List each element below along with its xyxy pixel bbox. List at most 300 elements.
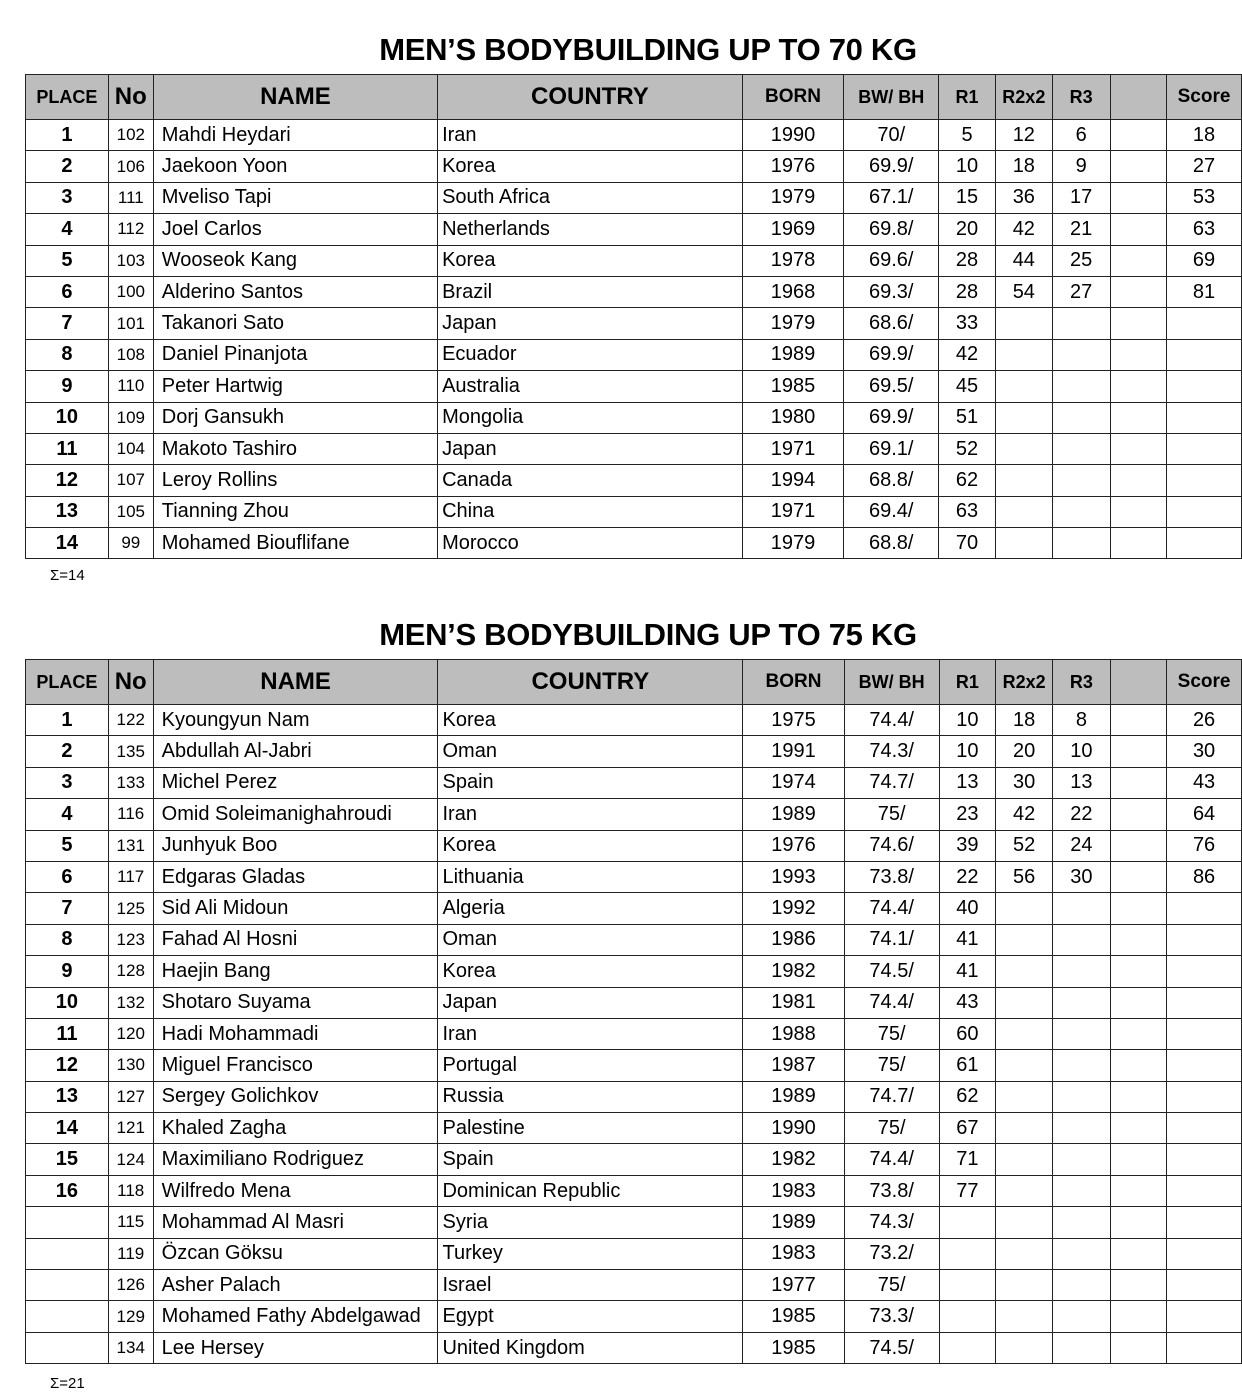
cell-score: 63 xyxy=(1167,214,1242,245)
cell-bwbh: 69.6/ xyxy=(844,245,939,276)
cell-place: 8 xyxy=(26,339,109,370)
cell-score: 53 xyxy=(1167,182,1242,213)
cell-bwbh: 73.8/ xyxy=(844,861,939,892)
col-header-blank xyxy=(1110,660,1166,705)
cell-r2x2: 36 xyxy=(995,182,1052,213)
cell-r2x2: 52 xyxy=(996,830,1053,861)
cell-r2x2: 56 xyxy=(996,861,1053,892)
table-row xyxy=(26,214,1242,245)
cell-blank xyxy=(1110,433,1167,464)
cell-r1: 62 xyxy=(939,1081,996,1112)
cell-country: Japan xyxy=(438,987,743,1018)
cell-r1: 41 xyxy=(939,956,996,987)
cell-country: Iran xyxy=(438,1018,743,1049)
table-row xyxy=(26,1207,1242,1238)
cell-country: Turkey xyxy=(438,1238,743,1269)
cell-country: Spain xyxy=(438,767,743,798)
cell-r1: 43 xyxy=(939,987,996,1018)
cell-place: 14 xyxy=(26,1113,109,1144)
cell-r1: 23 xyxy=(939,799,996,830)
cell-country: Dominican Republic xyxy=(438,1175,743,1206)
cell-r1 xyxy=(939,1238,996,1269)
cell-place xyxy=(26,1207,109,1238)
cell-r2x2 xyxy=(996,1081,1053,1112)
cell-r1: 10 xyxy=(939,151,996,182)
cell-blank xyxy=(1110,182,1167,213)
cell-r2x2: 30 xyxy=(996,767,1053,798)
cell-no: 133 xyxy=(108,767,153,798)
cell-place: 5 xyxy=(26,830,109,861)
cell-country: Russia xyxy=(438,1081,743,1112)
cell-bwbh: 74.3/ xyxy=(844,736,939,767)
cell-r2x2: 12 xyxy=(995,120,1052,151)
cell-place: 7 xyxy=(26,308,109,339)
cell-country: Japan xyxy=(438,308,743,339)
cell-blank xyxy=(1110,767,1166,798)
cell-name: Michel Perez xyxy=(153,767,438,798)
cell-blank xyxy=(1110,799,1166,830)
cell-no: 130 xyxy=(108,1050,153,1081)
cell-name: Daniel Pinanjota xyxy=(153,339,437,370)
cell-score xyxy=(1167,1175,1242,1206)
cell-name: Peter Hartwig xyxy=(153,371,437,402)
cell-name: Sergey Golichkov xyxy=(153,1081,438,1112)
cell-no: 128 xyxy=(108,956,153,987)
cell-name: Fahad Al Hosni xyxy=(153,924,438,955)
cell-no: 106 xyxy=(108,151,153,182)
cell-r3 xyxy=(1052,465,1110,496)
cell-name: Kyoungyun Nam xyxy=(153,705,438,736)
cell-r1: 77 xyxy=(939,1175,996,1206)
cell-name: Maximiliano Rodriguez xyxy=(153,1144,438,1175)
cell-blank xyxy=(1110,1018,1166,1049)
cell-r2x2 xyxy=(995,528,1052,559)
cell-born: 1971 xyxy=(742,496,844,527)
cell-score xyxy=(1167,308,1242,339)
cell-no: 127 xyxy=(108,1081,153,1112)
cell-r3 xyxy=(1053,987,1111,1018)
cell-place: 9 xyxy=(26,956,109,987)
cell-place: 16 xyxy=(26,1175,109,1206)
col-header-name: NAME xyxy=(153,75,437,120)
cell-score xyxy=(1167,987,1242,1018)
cell-bwbh: 68.6/ xyxy=(844,308,939,339)
cell-born: 1969 xyxy=(742,214,844,245)
cell-score xyxy=(1167,465,1242,496)
cell-no: 129 xyxy=(108,1301,153,1332)
cell-r3 xyxy=(1053,1301,1111,1332)
cell-blank xyxy=(1110,1081,1166,1112)
cell-r1: 71 xyxy=(939,1144,996,1175)
table-row xyxy=(26,1081,1242,1112)
cell-born: 1985 xyxy=(743,1301,845,1332)
cell-place: 5 xyxy=(26,245,109,276)
table-row xyxy=(26,402,1242,433)
cell-born: 1990 xyxy=(742,120,844,151)
cell-bwbh: 69.3/ xyxy=(844,276,939,307)
cell-place: 4 xyxy=(26,799,109,830)
cell-r1: 28 xyxy=(939,276,996,307)
cell-country: Oman xyxy=(438,924,743,955)
cell-r1: 70 xyxy=(939,528,996,559)
cell-born: 1994 xyxy=(742,465,844,496)
cell-r2x2 xyxy=(996,1301,1053,1332)
cell-bwbh: 74.4/ xyxy=(844,987,939,1018)
cell-no: 111 xyxy=(108,182,153,213)
cell-country: Japan xyxy=(438,433,743,464)
cell-name: Mveliso Tapi xyxy=(153,182,437,213)
cell-place: 11 xyxy=(26,1018,109,1049)
cell-bwbh: 69.5/ xyxy=(844,371,939,402)
cell-blank xyxy=(1110,1332,1166,1363)
cell-r1 xyxy=(939,1207,996,1238)
cell-bwbh: 68.8/ xyxy=(844,528,939,559)
col-header-name: NAME xyxy=(153,660,438,705)
cell-blank xyxy=(1110,1113,1166,1144)
table-row xyxy=(26,182,1242,213)
cell-r1: 51 xyxy=(939,402,996,433)
cell-born: 1976 xyxy=(742,151,844,182)
cell-r2x2 xyxy=(996,1144,1053,1175)
cell-blank xyxy=(1110,956,1166,987)
table-row xyxy=(26,465,1242,496)
cell-r1: 15 xyxy=(939,182,996,213)
cell-r2x2 xyxy=(996,1050,1053,1081)
cell-country: Canada xyxy=(438,465,743,496)
cell-r1: 62 xyxy=(939,465,996,496)
cell-r3: 21 xyxy=(1052,214,1110,245)
table-row xyxy=(26,767,1242,798)
col-header-born: BORN xyxy=(742,75,844,120)
col-header-r2x2: R2x2 xyxy=(995,75,1052,120)
cell-r3 xyxy=(1052,402,1110,433)
cell-no: 126 xyxy=(108,1270,153,1301)
cell-place: 10 xyxy=(26,402,109,433)
cell-place: 3 xyxy=(26,767,109,798)
table-row xyxy=(26,924,1242,955)
cell-no: 105 xyxy=(108,496,153,527)
cell-no: 101 xyxy=(108,308,153,339)
cell-blank xyxy=(1110,987,1166,1018)
cell-name: Makoto Tashiro xyxy=(153,433,437,464)
cell-place: 9 xyxy=(26,371,109,402)
cell-country: Lithuania xyxy=(438,861,743,892)
table-row xyxy=(26,956,1242,987)
cell-blank xyxy=(1110,1270,1166,1301)
col-header-no: No xyxy=(108,660,153,705)
cell-name: Takanori Sato xyxy=(153,308,437,339)
cell-score xyxy=(1167,402,1242,433)
cell-born: 1979 xyxy=(742,182,844,213)
cell-r1: 60 xyxy=(939,1018,996,1049)
cell-country: China xyxy=(438,496,743,527)
cell-born: 1980 xyxy=(742,402,844,433)
cell-country: Syria xyxy=(438,1207,743,1238)
cell-born: 1993 xyxy=(743,861,845,892)
cell-born: 1991 xyxy=(743,736,845,767)
cell-no: 116 xyxy=(108,799,153,830)
cell-name: Miguel Francisco xyxy=(153,1050,438,1081)
cell-r3: 6 xyxy=(1052,120,1110,151)
cell-no: 119 xyxy=(108,1238,153,1269)
cell-score xyxy=(1167,433,1242,464)
cell-score xyxy=(1167,1238,1242,1269)
cell-blank xyxy=(1110,465,1167,496)
cell-r2x2: 42 xyxy=(995,214,1052,245)
cell-name: Haejin Bang xyxy=(153,956,438,987)
cell-score: 27 xyxy=(1167,151,1242,182)
cell-r2x2: 18 xyxy=(996,705,1053,736)
col-header-bwbh: BW/ BH xyxy=(844,75,939,120)
cell-r3 xyxy=(1053,956,1111,987)
col-header-r3: R3 xyxy=(1052,75,1110,120)
cell-born: 1979 xyxy=(742,528,844,559)
cell-score: 76 xyxy=(1167,830,1242,861)
cell-born: 1989 xyxy=(743,1207,845,1238)
cell-r3: 24 xyxy=(1053,830,1111,861)
cell-r2x2 xyxy=(996,924,1053,955)
cell-score xyxy=(1167,1050,1242,1081)
cell-r1: 10 xyxy=(939,705,996,736)
cell-country: Korea xyxy=(438,151,743,182)
cell-no: 123 xyxy=(108,924,153,955)
cell-score xyxy=(1167,1113,1242,1144)
cell-no: 112 xyxy=(108,214,153,245)
col-header-place: PLACE xyxy=(26,660,109,705)
cell-bwbh: 70/ xyxy=(844,120,939,151)
cell-country: Mongolia xyxy=(438,402,743,433)
cell-bwbh: 74.4/ xyxy=(844,893,939,924)
cell-r1: 10 xyxy=(939,736,996,767)
cell-blank xyxy=(1110,1301,1166,1332)
cell-bwbh: 74.3/ xyxy=(844,1207,939,1238)
cell-no: 115 xyxy=(108,1207,153,1238)
col-header-r2x2: R2x2 xyxy=(996,660,1053,705)
table-row xyxy=(26,1332,1242,1363)
cell-place: 2 xyxy=(26,151,109,182)
cell-r2x2: 44 xyxy=(995,245,1052,276)
cell-place: 14 xyxy=(26,528,109,559)
cell-r2x2 xyxy=(995,339,1052,370)
cell-r2x2 xyxy=(996,987,1053,1018)
cell-bwbh: 73.3/ xyxy=(844,1301,939,1332)
cell-blank xyxy=(1110,371,1167,402)
cell-bwbh: 74.5/ xyxy=(844,1332,939,1363)
cell-r2x2 xyxy=(996,1238,1053,1269)
competitor-count: Σ=21 xyxy=(50,1375,85,1392)
cell-name: Özcan Göksu xyxy=(153,1238,438,1269)
cell-country: Morocco xyxy=(438,528,743,559)
cell-born: 1971 xyxy=(742,433,844,464)
table-row xyxy=(26,1113,1242,1144)
cell-r3 xyxy=(1052,308,1110,339)
cell-r1: 61 xyxy=(939,1050,996,1081)
cell-r3 xyxy=(1053,1113,1111,1144)
cell-place: 6 xyxy=(26,861,109,892)
cell-blank xyxy=(1110,339,1167,370)
cell-born: 1983 xyxy=(743,1238,845,1269)
cell-name: Leroy Rollins xyxy=(153,465,437,496)
cell-score xyxy=(1167,956,1242,987)
table-title: MEN’S BODYBUILDING UP TO 70 KG xyxy=(379,32,917,67)
cell-r3: 13 xyxy=(1053,767,1111,798)
cell-r2x2 xyxy=(995,433,1052,464)
cell-name: Tianning Zhou xyxy=(153,496,437,527)
col-header-country: COUNTRY xyxy=(438,660,743,705)
table-row xyxy=(26,276,1242,307)
cell-country: Spain xyxy=(438,1144,743,1175)
cell-blank xyxy=(1110,1050,1166,1081)
cell-blank xyxy=(1110,705,1166,736)
cell-no: 117 xyxy=(108,861,153,892)
cell-r2x2 xyxy=(996,1207,1053,1238)
cell-r2x2 xyxy=(995,402,1052,433)
cell-score xyxy=(1167,528,1242,559)
cell-bwbh: 74.4/ xyxy=(844,705,939,736)
table-row xyxy=(26,120,1242,151)
cell-no: 110 xyxy=(108,371,153,402)
cell-place: 13 xyxy=(26,1081,109,1112)
col-header-score: Score xyxy=(1167,75,1242,120)
table-row xyxy=(26,861,1242,892)
cell-r3 xyxy=(1052,371,1110,402)
cell-r3 xyxy=(1052,528,1110,559)
cell-r2x2 xyxy=(995,371,1052,402)
cell-born: 1983 xyxy=(743,1175,845,1206)
table-row xyxy=(26,151,1242,182)
cell-score xyxy=(1167,1081,1242,1112)
col-header-bwbh: BW/ BH xyxy=(844,660,939,705)
table-row xyxy=(26,987,1242,1018)
table-row xyxy=(26,371,1242,402)
cell-country: Korea xyxy=(438,245,743,276)
table-row xyxy=(26,339,1242,370)
cell-score xyxy=(1167,1270,1242,1301)
cell-r3 xyxy=(1053,1081,1111,1112)
cell-r1: 40 xyxy=(939,893,996,924)
cell-r3: 8 xyxy=(1053,705,1111,736)
cell-r3: 9 xyxy=(1052,151,1110,182)
cell-r2x2: 20 xyxy=(996,736,1053,767)
col-header-born: BORN xyxy=(743,660,845,705)
cell-country: Netherlands xyxy=(438,214,743,245)
cell-no: 99 xyxy=(108,528,153,559)
cell-bwbh: 73.8/ xyxy=(844,1175,939,1206)
cell-blank xyxy=(1110,245,1167,276)
header-row xyxy=(26,660,1242,705)
cell-r3 xyxy=(1052,433,1110,464)
cell-score: 81 xyxy=(1167,276,1242,307)
table-row xyxy=(26,308,1242,339)
cell-no: 135 xyxy=(108,736,153,767)
cell-blank xyxy=(1110,830,1166,861)
cell-r1: 41 xyxy=(939,924,996,955)
cell-score: 43 xyxy=(1167,767,1242,798)
cell-bwbh: 75/ xyxy=(844,1050,939,1081)
cell-score: 69 xyxy=(1167,245,1242,276)
cell-born: 1985 xyxy=(743,1332,845,1363)
cell-r2x2 xyxy=(996,956,1053,987)
cell-bwbh: 74.7/ xyxy=(844,767,939,798)
cell-r2x2 xyxy=(995,308,1052,339)
cell-bwbh: 74.1/ xyxy=(844,924,939,955)
cell-country: Oman xyxy=(438,736,743,767)
cell-r1: 67 xyxy=(939,1113,996,1144)
cell-score xyxy=(1167,924,1242,955)
cell-name: Mohammad Al Masri xyxy=(153,1207,438,1238)
cell-country: Algeria xyxy=(438,893,743,924)
table-row xyxy=(26,1270,1242,1301)
cell-r2x2: 42 xyxy=(996,799,1053,830)
cell-name: Khaled Zagha xyxy=(153,1113,438,1144)
cell-blank xyxy=(1110,276,1167,307)
cell-country: Egypt xyxy=(438,1301,743,1332)
cell-blank xyxy=(1110,924,1166,955)
cell-born: 1982 xyxy=(743,956,845,987)
cell-blank xyxy=(1110,1175,1166,1206)
cell-r3: 10 xyxy=(1053,736,1111,767)
cell-r3: 22 xyxy=(1053,799,1111,830)
cell-bwbh: 75/ xyxy=(844,1270,939,1301)
cell-r3 xyxy=(1053,893,1111,924)
cell-name: Alderino Santos xyxy=(153,276,437,307)
cell-r1 xyxy=(939,1301,996,1332)
cell-r1: 22 xyxy=(939,861,996,892)
cell-bwbh: 74.4/ xyxy=(844,1144,939,1175)
cell-place: 1 xyxy=(26,705,109,736)
cell-r3: 17 xyxy=(1052,182,1110,213)
cell-no: 131 xyxy=(108,830,153,861)
cell-place: 1 xyxy=(26,120,109,151)
cell-name: Joel Carlos xyxy=(153,214,437,245)
cell-place: 6 xyxy=(26,276,109,307)
cell-born: 1990 xyxy=(743,1113,845,1144)
cell-place: 4 xyxy=(26,214,109,245)
cell-blank xyxy=(1110,308,1167,339)
cell-score xyxy=(1167,893,1242,924)
cell-no: 107 xyxy=(108,465,153,496)
cell-blank xyxy=(1110,861,1166,892)
cell-bwbh: 74.7/ xyxy=(844,1081,939,1112)
cell-place: 13 xyxy=(26,496,109,527)
cell-bwbh: 69.1/ xyxy=(844,433,939,464)
cell-score xyxy=(1167,1018,1242,1049)
cell-country: Iran xyxy=(438,799,743,830)
table-row xyxy=(26,705,1242,736)
cell-bwbh: 67.1/ xyxy=(844,182,939,213)
table-row xyxy=(26,245,1242,276)
header-row xyxy=(26,75,1242,120)
cell-born: 1988 xyxy=(743,1018,845,1049)
cell-score xyxy=(1167,1144,1242,1175)
table-title: MEN’S BODYBUILDING UP TO 75 KG xyxy=(379,617,917,652)
cell-name: Edgaras Gladas xyxy=(153,861,438,892)
cell-bwbh: 69.9/ xyxy=(844,339,939,370)
cell-country: Ecuador xyxy=(438,339,743,370)
cell-born: 1987 xyxy=(743,1050,845,1081)
cell-bwbh: 74.5/ xyxy=(844,956,939,987)
col-header-country: COUNTRY xyxy=(438,75,743,120)
cell-name: Asher Palach xyxy=(153,1270,438,1301)
cell-bwbh: 69.9/ xyxy=(844,151,939,182)
cell-r2x2: 18 xyxy=(995,151,1052,182)
cell-born: 1989 xyxy=(743,1081,845,1112)
cell-born: 1989 xyxy=(743,799,845,830)
cell-r2x2 xyxy=(996,893,1053,924)
table-row xyxy=(26,1144,1242,1175)
cell-name: Omid Soleimanighahroudi xyxy=(153,799,438,830)
cell-r1: 63 xyxy=(939,496,996,527)
